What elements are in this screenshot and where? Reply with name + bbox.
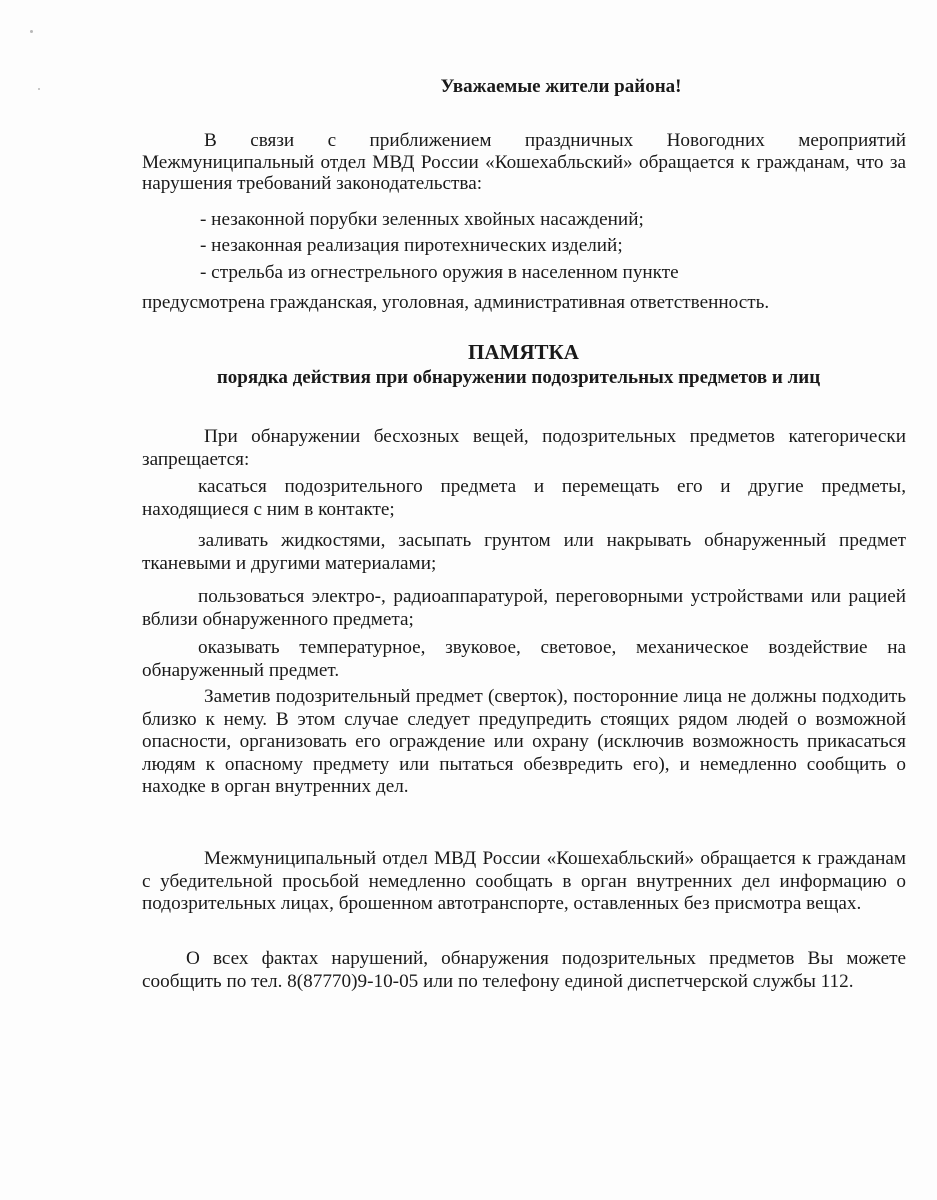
consequence-text: предусмотрена гражданская, уголовная, административная ответственность. [142,292,770,313]
prohibition-item [142,586,906,631]
prohibition-item [142,530,906,575]
request-paragraph [142,848,906,916]
intro-paragraph [142,130,906,195]
found-intro-text: При обнаружении бесхозных вещей, подозрительных предметов категорически запрещается: [142,426,906,470]
prohibition-text: пользоваться электро-, радиоаппаратурой, переговорными устройствами или рацией вблизи обнаруженного предмета; [142,586,906,630]
noticed-text: Заметив подозрительный предмет (сверток), посторонние лица не должны подходить близко к нему. В этом случае следует предупредить стоящих рядом людей о возможной опасности, организовать его ограждение или охрану (исключив возможность прикасаться людям к опасному предмету или пытаться обезвредить его), и немедленно сообщить о находке в орган внутренних дел. [142,686,906,797]
violation-item: - незаконной порубки зеленных хвойных насаждений; [200,209,644,230]
contact-text: О всех фактах нарушений, обнаружения подозрительных предметов Вы можете сообщить по тел. 8(87770)9-10-05 или по телефону единой диспетчерской службы 112. [142,948,906,992]
found-intro-paragraph [142,426,906,471]
greeting-heading: Уважаемые жители района! [440,76,682,97]
noticed-paragraph [142,686,906,799]
contact-paragraph [142,948,906,993]
memo-subtitle: порядка действия при обнаружении подозрительных предметов и лиц [216,367,821,388]
prohibition-text: заливать жидкостями, засыпать грунтом или накрывать обнаруженный предмет тканевыми и другими материалами; [142,530,906,574]
memo-title: ПАМЯТКА [468,340,579,364]
prohibition-text: оказывать температурное, звуковое, световое, механическое воздействие на обнаруженный предмет. [142,637,906,681]
prohibition-item [142,476,906,521]
violation-item: - незаконная реализация пиротехнических изделий; [200,235,623,256]
request-text: Межмуниципальный отдел МВД России «Кошехабльский» обращается к гражданам с убедительной просьбой немедленно сообщать в орган внутренних дел информацию о подозрительных лицах, брошенном автотранспорте, оставленных без присмотра вещах. [142,848,906,914]
intro-text: В связи с приближением праздничных Новогодних мероприятий Межмуниципальный отдел МВД России «Кошехабльский» обращается к гражданам, что за нарушения требований законодательства: [142,130,906,194]
violation-item: - стрельба из огнестрельного оружия в населенном пункте [200,262,679,283]
scan-speck [30,30,33,33]
prohibition-item [142,637,906,682]
prohibition-text: касаться подозрительного предмета и перемещать его и другие предметы, находящиеся с ним в контакте; [142,476,906,520]
